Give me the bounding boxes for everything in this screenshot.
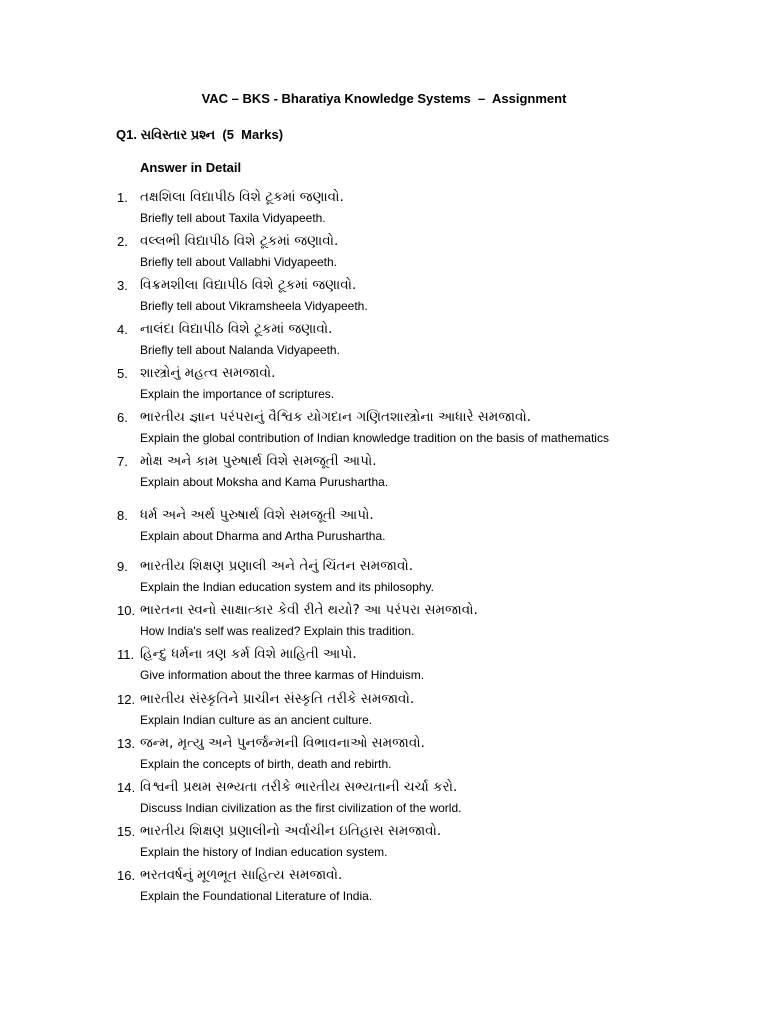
- question-number: 11.: [117, 647, 135, 662]
- question-number: 8.: [117, 508, 128, 523]
- question-gujarati: વિશ્વની પ્રથમ સભ્યતા તરીકે ભારતીય સભ્યતાની ચર્ચા કરો.: [140, 779, 458, 795]
- question-gujarati: ભરતવર્ષનું મૂળભૂત સાહિત્ય સમજાવો.: [140, 867, 343, 883]
- question-english: Explain Indian culture as an ancient culture.: [140, 713, 373, 727]
- question-english: Briefly tell about Taxila Vidyapeeth.: [140, 211, 326, 225]
- question-english: Explain the Foundational Literature of India.: [140, 889, 373, 903]
- question-english: Explain the concepts of birth, death and rebirth.: [140, 757, 392, 771]
- question-number: 5.: [117, 366, 128, 381]
- question-number: 14.: [117, 780, 136, 795]
- question-number: 1.: [117, 190, 128, 205]
- question-heading: Q1. સવિસ્તાર પ્રશ્ન (5 Marks): [116, 127, 284, 142]
- question-gujarati: નાલંદા વિદ્યાપીઠ વિશે ટૂકમાં જણાવો.: [140, 321, 333, 337]
- question-english: Discuss Indian civilization as the first civilization of the world.: [140, 801, 462, 815]
- question-number: 9.: [117, 559, 128, 574]
- question-number: 10.: [117, 603, 136, 618]
- question-gujarati: ભારતીય શિક્ષણ પ્રણાલીનો અર્વાચીન ઇતિહાસ સમજાવો.: [140, 823, 442, 839]
- question-english: Briefly tell about Vallabhi Vidyapeeth.: [140, 255, 338, 269]
- question-gujarati: શાસ્ત્રોનું મહત્વ સમજાવો.: [140, 365, 276, 381]
- answer-subheading: Answer in Detail: [140, 160, 242, 175]
- question-number: 6.: [117, 410, 128, 425]
- question-english: Briefly tell about Nalanda Vidyapeeth.: [140, 343, 340, 357]
- question-number: 13.: [117, 736, 136, 751]
- question-number: 16.: [117, 868, 136, 883]
- question-english: Explain the global contribution of Indian knowledge tradition on the basis of mathematics: [140, 431, 609, 445]
- question-gujarati: મોક્ષ અને કામ પુરુષાર્થ વિશે સમજૂતી આપો.: [140, 453, 377, 469]
- question-english: Explain about Dharma and Artha Purushartha.: [140, 529, 386, 543]
- question-number: 15.: [117, 824, 136, 839]
- question-english: How India's self was realized? Explain this tradition.: [140, 624, 415, 638]
- document-title: VAC – BKS - Bharatiya Knowledge Systems – Assignment: [201, 91, 567, 106]
- question-number: 2.: [117, 234, 128, 249]
- question-gujarati: તક્ષશિલા વિદ્યાપીઠ વિશે ટૂકમાં જણાવો.: [140, 189, 344, 205]
- question-english: Explain the Indian education system and its philosophy.: [140, 580, 434, 594]
- question-english: Explain the importance of scriptures.: [140, 387, 335, 401]
- question-english: Briefly tell about Vikramsheela Vidyapeeth.: [140, 299, 368, 313]
- question-gujarati: હિન્દુ ધર્મના ત્રણ કર્મ વિશે માહિતી આપો.: [140, 646, 357, 662]
- question-number: 12.: [117, 692, 136, 707]
- question-english: Explain about Moksha and Kama Purushartha.: [140, 475, 389, 489]
- question-english: Explain the history of Indian education system.: [140, 845, 388, 859]
- question-number: 4.: [117, 322, 128, 337]
- question-gujarati: ભારતીય જ્ઞાન પરંપરાનું વૈશ્વિક યોગદાન ગણિતશાસ્ત્રોના આધારે સમજાવો.: [140, 409, 532, 425]
- question-number: 7.: [117, 454, 128, 469]
- question-gujarati: વલ્લભી વિદ્યાપીઠ વિશે ટૂકમાં જણાવો.: [140, 233, 339, 249]
- question-gujarati: ભારતના સ્વનો સાક્ષાત્કાર કેવી રીતે થયો? આ પરંપરા સમજાવો.: [140, 602, 478, 618]
- question-gujarati: જન્મ, મૃત્યુ અને પુનર્જન્મની વિભાવનાઓ સમજાવો.: [140, 735, 425, 751]
- question-gujarati: ભારતીય સંસ્કૃતિને પ્રાચીન સંસ્કૃતિ તરીકે સમજાવો.: [140, 691, 415, 707]
- question-gujarati: ભારતીય શિક્ષણ પ્રણાલી અને તેનું ચિંતન સમજાવો.: [140, 558, 414, 574]
- question-gujarati: વિક્રમશીલા વિદ્યાપીઠ વિશે ટૂકમાં જણાવો.: [140, 277, 357, 293]
- question-number: 3.: [117, 278, 128, 293]
- question-english: Give information about the three karmas of Hinduism.: [140, 668, 425, 682]
- question-gujarati: ધર્મ અને અર્થ પુરુષાર્થ વિશે સમજૂતી આપો.: [140, 507, 374, 523]
